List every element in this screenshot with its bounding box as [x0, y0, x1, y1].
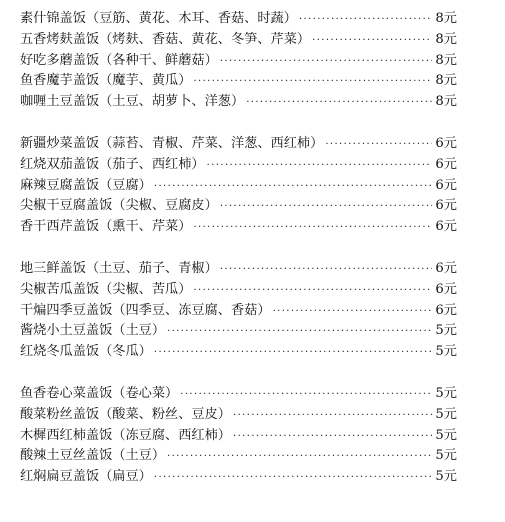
item-price: 5元	[435, 323, 457, 339]
item-name: 木樨西红柿盖饭（冻豆腐、西红柿）	[20, 427, 231, 443]
menu-item	[20, 71, 457, 92]
item-price: 6元	[435, 260, 457, 276]
item-price: 8元	[435, 31, 457, 47]
menu-item	[20, 92, 457, 113]
menu-group-4	[20, 384, 457, 488]
menu-group-3	[20, 259, 457, 363]
item-price: 5元	[435, 344, 457, 360]
leader-dots	[233, 427, 432, 448]
item-price: 6元	[435, 177, 457, 193]
item-price: 5元	[435, 385, 457, 401]
item-price: 6元	[435, 281, 457, 297]
leader-dots	[193, 281, 432, 302]
item-price: 6元	[435, 198, 457, 214]
menu-item	[20, 342, 457, 363]
menu-list	[20, 9, 457, 488]
menu-group-1	[20, 9, 457, 113]
item-price: 5元	[435, 448, 457, 464]
item-name: 鱼香卷心菜盖饭（卷心菜）	[20, 385, 179, 401]
leader-dots	[220, 197, 433, 218]
item-name: 香干西芹盖饭（熏干、芹菜）	[20, 219, 192, 235]
menu-item	[20, 134, 457, 155]
item-price: 8元	[435, 73, 457, 89]
menu-item	[20, 426, 457, 447]
menu-item	[20, 446, 457, 467]
leader-dots	[325, 135, 432, 156]
item-price: 8元	[435, 52, 457, 68]
leader-dots	[220, 260, 433, 281]
item-name: 素什锦盖饭（豆筋、黄花、木耳、香菇、时蔬）	[20, 11, 297, 26]
item-price: 5元	[435, 469, 457, 485]
leader-dots	[233, 406, 432, 427]
menu-item	[20, 259, 457, 280]
leader-dots	[220, 52, 433, 73]
menu-item	[20, 405, 457, 426]
menu-item	[20, 217, 457, 238]
menu-item	[20, 155, 457, 176]
leader-dots	[167, 447, 432, 468]
item-name: 红烧冬瓜盖饭（冬瓜）	[20, 344, 152, 360]
leader-dots	[246, 93, 432, 114]
leader-dots	[180, 385, 432, 406]
item-name: 尖椒干豆腐盖饭（尖椒、豆腐皮）	[20, 198, 218, 214]
item-name: 红烧双茄盖饭（茄子、西红柿）	[20, 156, 205, 172]
menu-item	[20, 51, 457, 72]
item-price: 6元	[435, 302, 457, 318]
item-price: 5元	[435, 406, 457, 422]
item-name: 鱼香魔芋盖饭（魔芋、黄瓜）	[20, 73, 192, 89]
menu-group-2	[20, 134, 457, 238]
item-name: 酸菜粉丝盖饭（酸菜、粉丝、豆皮）	[20, 406, 231, 422]
leader-dots	[312, 31, 432, 52]
item-price: 6元	[435, 135, 457, 151]
menu-item	[20, 467, 457, 488]
item-price: 6元	[435, 156, 457, 172]
item-price: 8元	[435, 94, 457, 110]
leader-dots	[299, 10, 432, 31]
item-name: 尖椒苦瓜盖饭（尖椒、苦瓜）	[20, 281, 192, 297]
item-name: 红焖扁豆盖饭（扁豆）	[20, 469, 152, 485]
item-name: 咖喱土豆盖饭（土豆、胡萝卜、洋葱）	[20, 94, 245, 110]
leader-dots	[207, 156, 433, 177]
item-price: 5元	[435, 427, 457, 443]
item-name: 干煸四季豆盖饭（四季豆、冻豆腐、香菇）	[20, 302, 271, 318]
menu-item	[20, 196, 457, 217]
item-price: 6元	[435, 219, 457, 235]
leader-dots	[154, 343, 433, 364]
item-name: 新疆炒菜盖饭（蒜苔、青椒、芹菜、洋葱、西红柿）	[20, 135, 324, 151]
menu-item	[20, 176, 457, 197]
item-name: 地三鲜盖饭（土豆、茄子、青椒）	[20, 260, 218, 276]
leader-dots	[193, 218, 432, 239]
menu-item	[20, 9, 457, 30]
leader-dots	[167, 322, 432, 343]
leader-dots	[154, 468, 433, 489]
menu-item	[20, 280, 457, 301]
item-name: 酱烧小土豆盖饭（土豆）	[20, 323, 166, 339]
item-name: 酸辣土豆丝盖饭（土豆）	[20, 448, 166, 464]
leader-dots	[273, 302, 433, 323]
item-name: 五香烤麸盖饭（烤麸、香菇、黄花、冬笋、芹菜）	[20, 31, 311, 47]
menu-item	[20, 384, 457, 405]
item-name: 麻辣豆腐盖饭（豆腐）	[20, 177, 152, 193]
menu-item	[20, 301, 457, 322]
item-price: 8元	[435, 11, 457, 26]
leader-dots	[193, 72, 432, 93]
menu-item	[20, 30, 457, 51]
leader-dots	[154, 177, 433, 198]
item-name: 好吃多蘑盖饭（各种干、鲜蘑菇）	[20, 52, 218, 68]
menu-item	[20, 321, 457, 342]
